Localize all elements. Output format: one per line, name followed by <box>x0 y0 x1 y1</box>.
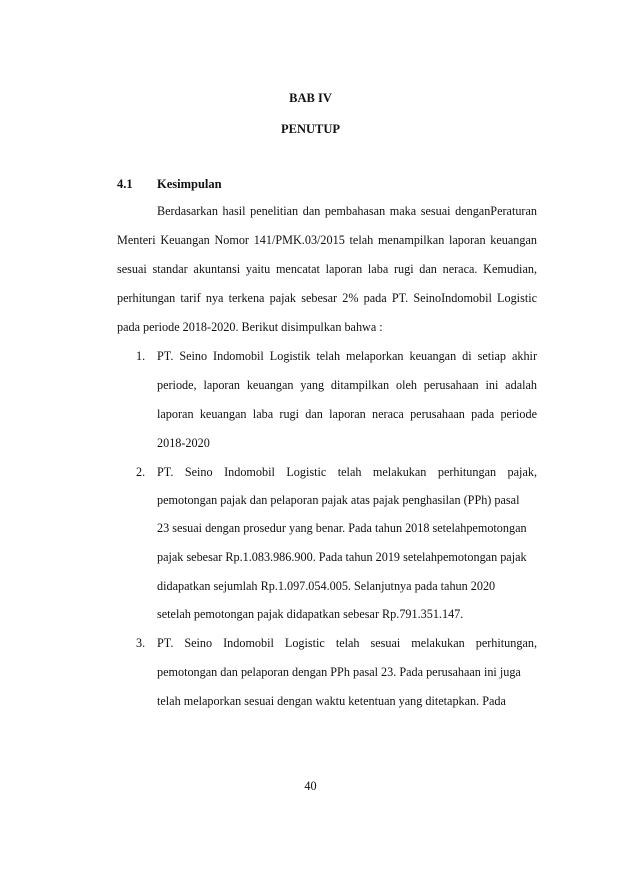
intro-line: sesuai standar akuntansi yaitu mencatat laporan laba rugi dan neraca. Kemudian, <box>117 262 537 276</box>
list-item-line: didapatkan sejumlah Rp.1.097.054.005. Selanjutnya pada tahun 2020 <box>157 579 496 593</box>
list-number: 3. <box>136 636 146 650</box>
list-item-line: PT. Seino Indomobil Logistic telah sesuai melakukan perhitungan, <box>157 636 537 650</box>
intro-line: perhitungan tarif nya terkena pajak sebesar 2% pada PT. SeinoIndomobil Logistic <box>117 291 537 305</box>
list-item-line: pemotongan pajak dan pelaporan pajak atas pajak penghasilan (PPh) pasal <box>157 493 520 507</box>
page-number: 40 <box>304 779 317 793</box>
section-number: 4.1 <box>117 177 133 191</box>
chapter-label: BAB IV <box>289 91 332 105</box>
list-item-line: PT. Seino Indomobil Logistic telah melakukan perhitungan pajak, <box>157 465 537 479</box>
intro-line: Berdasarkan hasil penelitian dan pembahasan maka sesuai denganPeraturan <box>157 204 537 218</box>
list-item-line: setelah pemotongan pajak didapatkan sebesar Rp.791.351.147. <box>157 607 464 621</box>
chapter-title: PENUTUP <box>280 122 341 136</box>
list-item-line: PT. Seino Indomobil Logistik telah melaporkan keuangan di setiap akhir <box>157 349 537 363</box>
list-item-line: pemotongan dan pelaporan dengan PPh pasal 23. Pada perusahaan ini juga <box>157 665 521 679</box>
list-item-line: 23 sesuai dengan prosedur yang benar. Pada tahun 2018 setelahpemotongan <box>157 521 527 535</box>
section-title: Kesimpulan <box>157 177 222 191</box>
list-item-line: pajak sebesar Rp.1.083.986.900. Pada tahun 2019 setelahpemotongan pajak <box>157 550 527 564</box>
list-number: 2. <box>136 465 146 479</box>
intro-line: Menteri Keuangan Nomor 141/PMK.03/2015 telah menampilkan laporan keuangan <box>117 233 537 247</box>
list-number: 1. <box>136 349 146 363</box>
list-item-line: telah melaporkan sesuai dengan waktu ketentuan yang ditetapkan. Pada <box>157 694 506 708</box>
list-item-line: 2018-2020 <box>157 436 210 450</box>
intro-line: pada periode 2018-2020. Berikut disimpulkan bahwa : <box>117 320 383 334</box>
list-item-line: periode, laporan keuangan yang ditampilkan oleh perusahaan ini adalah <box>157 378 537 392</box>
list-item-line: laporan keuangan laba rugi dan laporan neraca perusahaan pada periode <box>157 407 537 421</box>
